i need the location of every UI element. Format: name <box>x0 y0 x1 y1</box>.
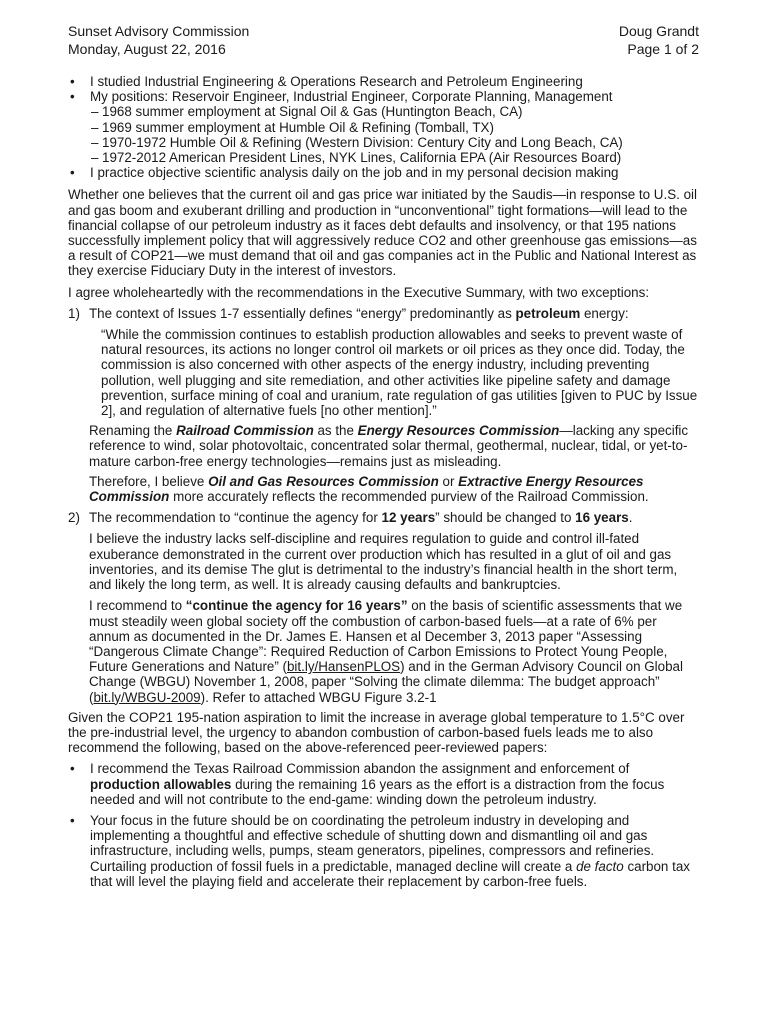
hansen-plos-link[interactable]: bit.ly/HansenPLOS <box>286 659 401 675</box>
list-item: • I studied Industrial Engineering & Operations Research and Petroleum Engineering <box>70 74 583 89</box>
sub-list-item: – 1968 summer employment at Signal Oil & Gas (Huntington Beach, CA) <box>91 104 523 120</box>
bullet-icon: • <box>70 165 75 181</box>
sub-list-item: – 1970-1972 Humble Oil & Refining (Western Division: Century City and Long Beach, CA) <box>91 134 623 150</box>
header-date: Monday, August 22, 2016 <box>68 41 226 57</box>
sub-list-item: – 1972-2012 American President Lines, NYK Lines, California EPA (Air Resources Board) <box>91 150 622 166</box>
numbered-item-1: 1) The context of Issues 1-7 essentially defines “energy” predominantly as petroleum energy: <box>68 305 629 321</box>
numbered-item-2: 2) The recommendation to “continue the agency for 12 years” should be changed to 16 years. <box>68 510 633 526</box>
header-page-number: Page 1 of 2 <box>627 41 699 57</box>
header-author: Doug Grandt <box>618 23 699 39</box>
paragraph-renaming: Renaming the Railroad Commission as the Energy Resources Commission—lacking any specific reference to wind, solar photovoltaic, concentrated solar thermal, geothermal, nuclear, tidal, or yet-to-mature carbon-free energy technologies—remains just as misleading. <box>89 423 689 469</box>
list-item: • Your focus in the future should be on coordinating the petroleum industry in developing and implementing a thoughtful and effective schedule of shutting down and dismantling oil and gas infrastructure, including wells, pumps, steam generators, pipelines, compressors and refineries. Curtailing production of fossil fuels in a predictable, managed decline will create a de facto carbon tax that will level the playing field and accelerate their replacement by carbon-free fuels. <box>70 812 690 889</box>
intro-list <box>68 74 699 180</box>
bullet-icon: • <box>70 812 75 828</box>
paragraph-self-discipline: I believe the industry lacks self-discipline and requires regulation to guide and control ill-fated exuberance demonstrated in the current over production which has resulted in a glut of oil and gas inventories, and its demise The glut is detrimental to the industry’s financial health in the short term, and likely the long term, as well. It is already causing defaults and bankruptcies. <box>89 531 678 593</box>
list-item: • I practice objective scientific analysis daily on the job and in my personal decision making <box>70 165 619 181</box>
list-item: • My positions: Reservoir Engineer, Industrial Engineer, Corporate Planning, Management <box>70 89 613 105</box>
commission-quote: “While the commission continues to establish production allowables and seeks to prevent waste of natural resources, its actions no longer control oil markets or oil prices as they once did. Today, the commission is also concerned with other aspects of the energy industry, including preventing pollution, well plugging and site remediation, and other activities like pipeline safety and damage prevention, surface mining of coal and uranium, rate regulation of gas utilities [given to PUC by Issue 2], and regulation of alternative fuels [no other mention].” <box>101 327 698 419</box>
bullet-icon: • <box>70 74 75 89</box>
wbgu-2009-link[interactable]: bit.ly/WBGU-2009 <box>93 689 201 705</box>
page-header <box>68 22 699 58</box>
paragraph-recommend-16-years: I recommend to “continue the agency for 16 years” on the basis of scientific assessments that we must steadily ween global society off the combustion of carbon-based fuels—at a rate of 6% per annum as documented in the Dr. James E. Hansen et al December 3, 2013 paper “Assessing “Dangerous Climate Change”: Required Reduction of Carbon Emissions to Protect Young People, Future Generations and Nature” (bit.ly/HansenPLOS) and in the German Advisory Council on Global Change (WBGU) November 1, 2008, paper “Solving the climate dilemma: The budget approach” (bit.ly/WBGU-2009). Refer to attached WBGU Figure 3.2-1 <box>89 598 683 705</box>
bullet-icon: • <box>70 89 75 105</box>
list-item: • I recommend the Texas Railroad Commission abandon the assignment and enforcement of production allowables during the remaining 16 years as the effort is a distraction from the focus needed and will not contribute to the end-game: winding down the petroleum industry. <box>70 761 665 807</box>
paragraph-agree: I agree wholeheartedly with the recommendations in the Executive Summary, with two exceptions: <box>68 284 650 300</box>
bullet-icon: • <box>70 761 75 777</box>
paragraph-price-war: Whether one believes that the current oil and gas price war initiated by the Saudis—in response to U.S. oil and gas boom and exuberant drilling and production in “unconventional” tight formations—will lead to the financial collapse of our petroleum industry as it faces debt defaults and insolvency, or that 195 nations successfully implement policy that will aggressively reduce CO2 and other greenhouse gas emissions—as a result of COP21—we must demand that oil and gas companies act in the Public and National Interest as they exercise Fiduciary Duty in the interest of investors. <box>68 187 697 279</box>
paragraph-cop21: Given the COP21 195-nation aspiration to limit the increase in average global temperature to 1.5°C over the pre-industrial level, the urgency to abandon combustion of carbon-based fuels leads me to also recommend the following, based on the above-referenced peer-reviewed papers: <box>68 709 685 756</box>
sub-list-item: – 1969 summer employment at Humble Oil & Refining (Tomball, TX) <box>91 119 494 135</box>
header-org: Sunset Advisory Commission <box>68 23 250 39</box>
paragraph-therefore: Therefore, I believe Oil and Gas Resources Commission or Extractive Energy Resources Commission more accurately reflects the recommended purview of the Railroad Commission. <box>89 473 649 505</box>
